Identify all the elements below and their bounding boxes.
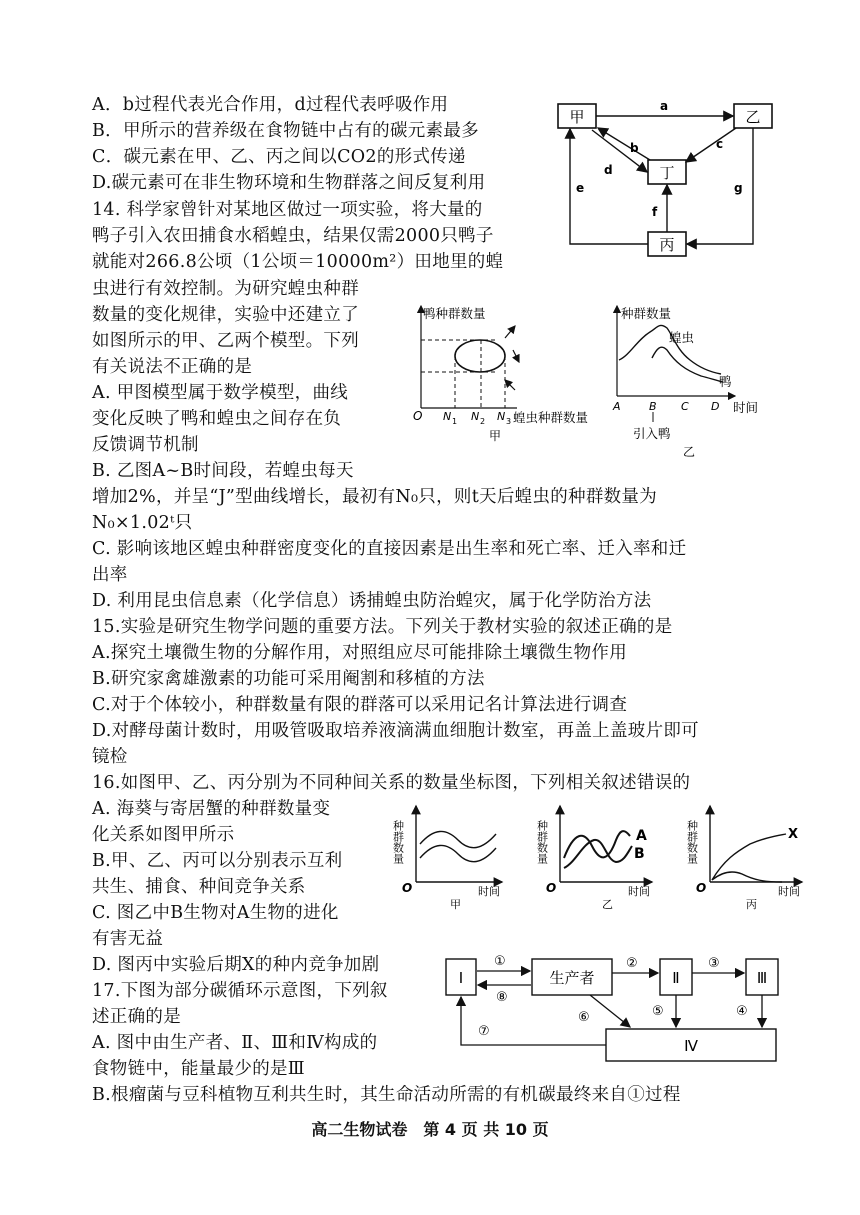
option-14b: 增加2%，并呈“J”型曲线增长，最初有N₀只，则t天后蝗虫的种群数量为 [92, 487, 658, 507]
svg-text:③: ③ [708, 956, 720, 971]
option-16c: 有害无益 [92, 929, 164, 949]
svg-text:⑤: ⑤ [652, 1004, 664, 1019]
question-16: 16.如图甲、乙、丙分别为不同种间关系的数量坐标图，下列相关叙述错误的 [92, 773, 691, 793]
node-producer: 生产者 [549, 969, 595, 987]
question-15: 15.实验是研究生物学问题的重要方法。下列关于教材实验的叙述正确的是 [92, 617, 673, 637]
svg-text:O: O [696, 881, 707, 895]
option-14a: A. 甲图模型属于数学模型，曲线 [92, 383, 349, 403]
left-ylabel: 鸭种群数量 [423, 306, 486, 321]
label-c: c [716, 137, 724, 151]
svg-text:1: 1 [452, 417, 458, 426]
node-jia: 甲 [569, 108, 585, 126]
tick-n2: N [471, 410, 480, 423]
right-caption: 乙 [683, 445, 696, 459]
option-15b: B.研究家禽雄激素的功能可采用阉割和移植的方法 [92, 669, 485, 689]
label-b: b [630, 141, 639, 155]
option-13a: A．b过程代表光合作用，d过程代表呼吸作用 [92, 95, 449, 115]
g2-ylabel: 种群数量 [535, 820, 549, 864]
svg-text:时间: 时间 [628, 885, 650, 898]
label-locust: 蝗虫 [669, 330, 695, 345]
svg-text:④: ④ [736, 1004, 748, 1019]
option-15a: A.探究土壤微生物的分解作用，对照组应尽可能排除土壤微生物作用 [92, 643, 627, 663]
option-17a: A. 图中由生产者、Ⅱ、Ⅲ和Ⅳ构成的 [92, 1033, 378, 1053]
tick-d: D [711, 400, 720, 413]
question-14-text: 有关说法不正确的是 [92, 357, 253, 377]
svg-text:⑦: ⑦ [478, 1024, 490, 1039]
question-14-text: 如图所示的甲、乙两个模型。下列 [92, 331, 359, 351]
label-d: d [604, 163, 613, 177]
option-15c: C.对于个体较小，种群数量有限的群落可以采用记名计算法进行调查 [92, 695, 628, 715]
svg-text:时间: 时间 [778, 885, 800, 898]
option-14b: B. 乙图A~B时间段，若蝗虫每天 [92, 461, 354, 481]
svg-text:⑥: ⑥ [578, 1010, 590, 1025]
carbon-cycle-diagram [548, 92, 778, 272]
question-14-text: 鸭子引入农田捕食水稻蝗虫，结果仅需2000只鸭子 [92, 226, 494, 246]
option-16c: C. 图乙中B生物对A生物的进化 [92, 903, 339, 923]
node-ding: 丁 [659, 164, 675, 182]
question-14-text: 虫进行有效控制。为研究蝗虫种群 [92, 279, 359, 299]
option-14c: 出率 [92, 565, 128, 585]
tick-a: A [613, 400, 621, 413]
option-14b: N₀×1.02ᵗ只 [92, 513, 193, 533]
svg-text:②: ② [626, 956, 638, 971]
left-caption: 甲 [489, 429, 502, 443]
left-xlabel: 蝗虫种群数量 [513, 410, 589, 425]
label-X: X [788, 827, 799, 842]
svg-text:O: O [402, 881, 413, 895]
option-16a: 化关系如图甲所示 [92, 825, 235, 845]
right-ylabel: 种群数量 [621, 306, 672, 321]
g1-ylabel: 种群数量 [392, 820, 405, 864]
label-duck: 鸭 [719, 374, 732, 389]
label-f: f [652, 205, 658, 219]
option-14d: D. 利用昆虫信息素（化学信息）诱捕蝗虫防治蝗灾，属于化学防治方法 [92, 591, 652, 611]
node-III: Ⅲ [756, 969, 768, 987]
option-17a: 食物链中，能量最少的是Ⅲ [92, 1059, 305, 1079]
carbon-cycle-partial [440, 945, 780, 1065]
question-14-text: 数量的变化规律，实验中还建立了 [92, 305, 359, 325]
svg-text:3: 3 [506, 417, 512, 426]
g3-caption: 丙 [746, 898, 757, 911]
question-14: 14. 科学家曾针对某地区做过一项实验，将大量的 [92, 200, 483, 220]
label-g: g [734, 181, 743, 195]
svg-text:2: 2 [480, 417, 486, 426]
right-xlabel: 时间 [733, 400, 759, 415]
node-IV: Ⅳ [684, 1037, 698, 1055]
option-14a: 变化反映了鸭和蝗虫之间存在负 [92, 409, 342, 429]
option-17b: B.根瘤菌与豆科植物互利共生时，其生命活动所需的有机碳最终来自①过程 [92, 1085, 681, 1105]
page-footer: 高二生物试卷 第 4 页 共 10 页 [311, 1120, 549, 1139]
label-B: B [634, 846, 645, 862]
option-14a: 反馈调节机制 [92, 435, 199, 455]
tick-b: B [649, 400, 657, 413]
label-introduce-duck: 引入鸭 [633, 426, 671, 441]
label-a: a [660, 99, 669, 113]
node-II: Ⅱ [672, 969, 680, 987]
option-15d: D.对酵母菌计数时，用吸管吸取培养液滴满血细胞计数室，再盖上盖玻片即可 [92, 721, 699, 741]
g3-ylabel: 种群数量 [685, 820, 699, 864]
tick-n3: N [497, 410, 506, 423]
option-13c: C．碳元素在甲、乙、丙之间以CO2的形式传递 [92, 147, 466, 167]
origin-o: O [413, 409, 423, 423]
tick-n1: N [443, 410, 452, 423]
svg-text:时间: 时间 [478, 885, 500, 898]
label-e: e [576, 181, 585, 195]
option-16d: D. 图丙中实验后期X的种内竞争加剧 [92, 955, 380, 975]
option-16a: A. 海葵与寄居蟹的种群数量变 [92, 799, 331, 819]
g1-caption: 甲 [450, 898, 461, 911]
node-yi: 乙 [745, 108, 761, 126]
interspecies-graphs [392, 800, 812, 915]
option-13b: B．甲所示的营养级在食物链中占有的碳元素最多 [92, 121, 479, 141]
duck-locust-models [405, 300, 770, 460]
option-15d: 镜检 [92, 747, 128, 767]
option-13d: D.碳元素可在非生物环境和生物群落之间反复利用 [92, 173, 486, 193]
svg-text:⑧: ⑧ [496, 990, 508, 1005]
option-16b: B.甲、乙、丙可以分别表示互利 [92, 851, 343, 871]
option-16b: 共生、捕食、种间竞争关系 [92, 877, 306, 897]
g2-caption: 乙 [602, 898, 613, 911]
question-17: 述正确的是 [92, 1007, 181, 1027]
node-bing: 丙 [659, 236, 675, 254]
label-A: A [636, 828, 647, 844]
node-I: Ⅰ [458, 969, 464, 987]
tick-c: C [681, 400, 689, 413]
svg-text:O: O [546, 881, 557, 895]
question-14-text: 就能对266.8公顷（1公顷＝10000m²）田地里的蝗 [92, 252, 504, 272]
option-14c: C. 影响该地区蝗虫种群密度变化的直接因素是出生率和死亡率、迁入率和迁 [92, 539, 687, 559]
question-17: 17.下图为部分碳循环示意图，下列叙 [92, 981, 388, 1001]
svg-text:①: ① [494, 954, 506, 969]
